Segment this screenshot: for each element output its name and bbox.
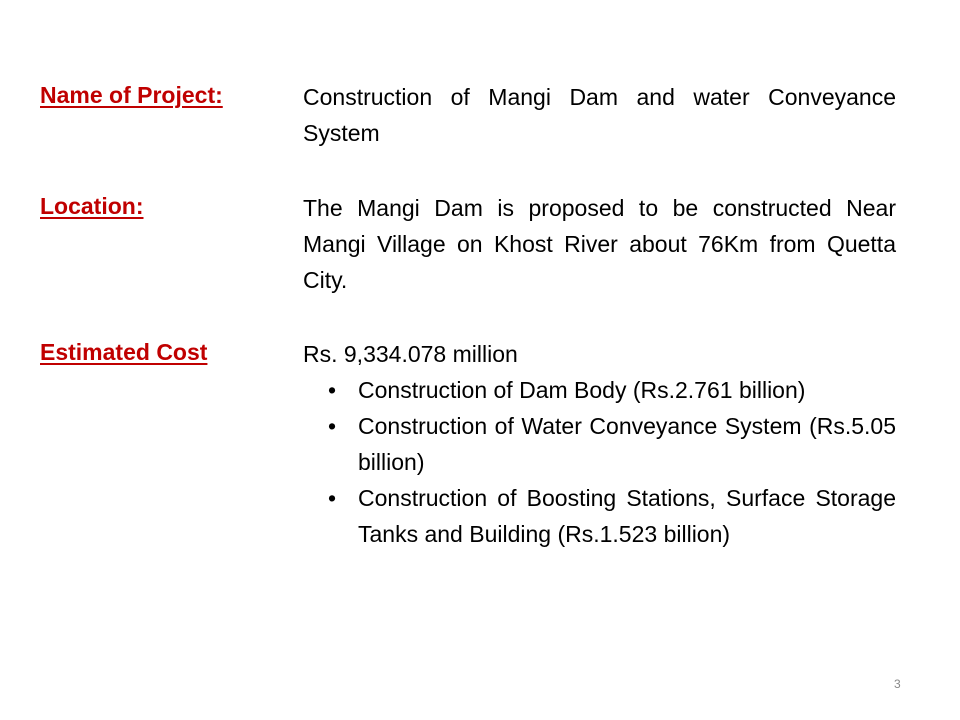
- cost-breakdown-list: [328, 372, 896, 552]
- location-label: Location:: [40, 193, 144, 219]
- cost-item-boosting-stations: • Construction of Boosting Stations, Surface Storage Tanks and Building (Rs.1.523 billion): [328, 480, 896, 552]
- location-value: The Mangi Dam is proposed to be constructed Near Mangi Village on Khost River about 76Km from Quetta City.: [303, 195, 896, 293]
- cost-item-water-conveyance: • Construction of Water Conveyance System (Rs.5.05 billion): [328, 408, 896, 480]
- estimated-cost-label: Estimated Cost: [40, 339, 208, 365]
- project-name-value: Construction of Mangi Dam and water Conveyance System: [303, 84, 896, 146]
- estimated-cost-value: Rs. 9,334.078 million: [303, 341, 518, 367]
- page-number: 3: [894, 677, 901, 691]
- project-name-label: Name of Project:: [40, 82, 223, 108]
- cost-item-dam-body: • Construction of Dam Body (Rs.2.761 billion): [328, 372, 896, 408]
